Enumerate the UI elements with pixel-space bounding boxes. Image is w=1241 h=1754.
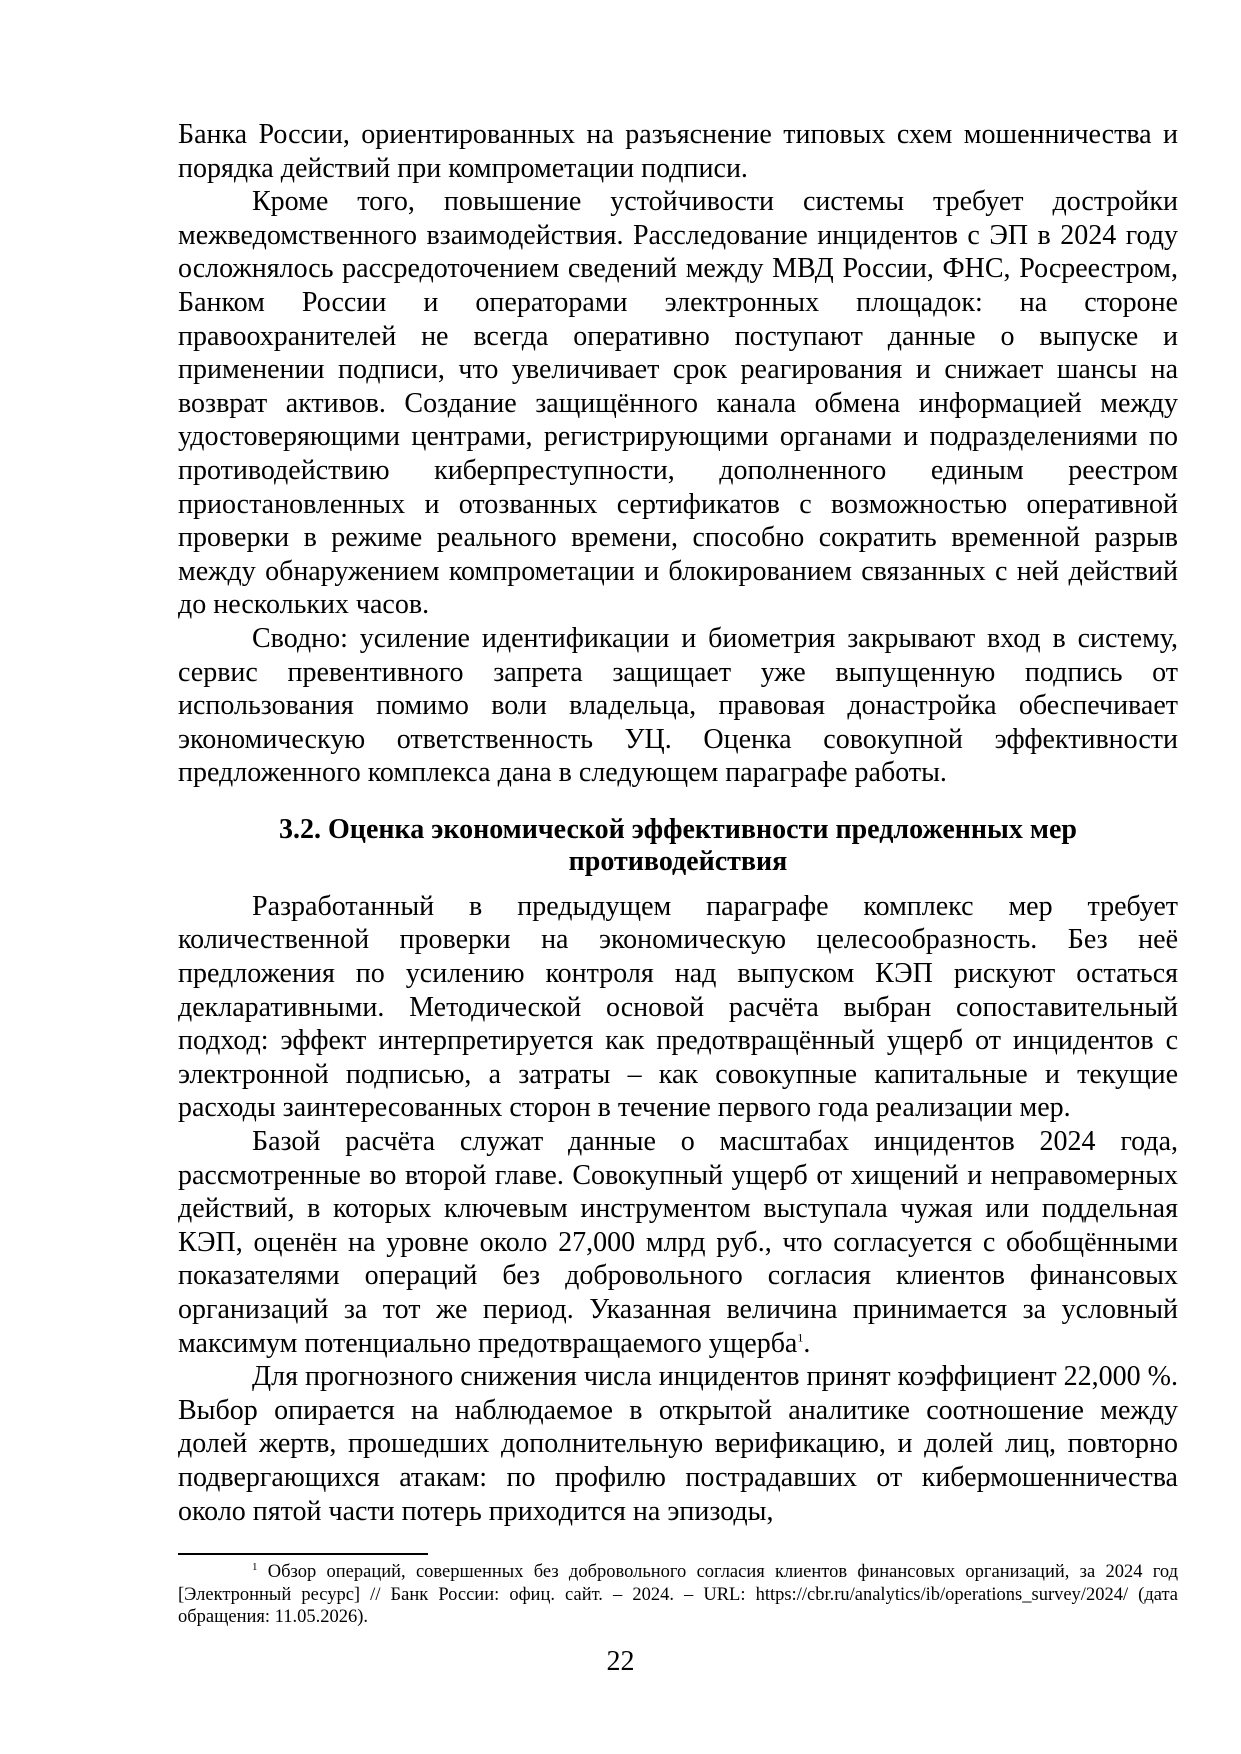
paragraph-base: [178, 1125, 1178, 1360]
footnote-1: [178, 1561, 1178, 1629]
paragraph-summary: Сводно: усиление идентификации и биометрия закрывают вход в систему, сервис превентивного запрета защищает уже выпущенную подпись от использования помимо воли владельца, правовая донастройка обеспечивает экономическую ответственность УЦ. Оценка совокупной эффективности предложенного комплекса дана в следующем параграфе работы.: [178, 622, 1178, 789]
footnote-reference[interactable]: 1: [797, 1330, 804, 1345]
spacer: [178, 790, 1178, 814]
footnote-area: [178, 1553, 1178, 1629]
footnote-number: 1: [252, 1560, 258, 1573]
paragraph-forecast: Для прогнозного снижения числа инцидентов принят коэффициент 22,000 %. Выбор опирается на наблюдаемое в открытой аналитике соотношение между долей жертв, прошедших дополнительную верификацию, и долей лиц, повторно подвергающихся атакам: по профилю пострадавших от кибермошенничества около пятой части потерь приходится на эпизоды,: [178, 1361, 1178, 1527]
section-heading: 3.2. Оценка экономической эффективности предложенных мер противодействия: [279, 813, 1077, 877]
page-number: 22: [606, 1646, 635, 1677]
paragraph-interagency: Кроме того, повышение устойчивости системы требует достройки межведомственного взаимодействия. Расследование инцидентов с ЭП в 2024 году осложнялось рассредоточением сведений между МВД России, ФНС, Росреестром, Банком России и операторами электронных площадок: на стороне правоохранителей не всегда оперативно поступают данные о выпуске и применении подписи, что увеличивает срок реагирования и снижает шансы на возврат активов. Создание защищённого канала обмена информацией между удостоверяющими центрами, регистрирующими органами и подразделениями по противодействию киберпреступности, дополненного единым реестром приостановленных и отозванных сертификатов с возможностью оперативной проверки в режиме реального времени, способно сократить временной разрыв между обнаружением компрометации и блокированием связанных с ней действий до нескольких часов.: [178, 186, 1178, 621]
spacer: [178, 878, 1178, 890]
paragraph-continuation: Банка России, ориентированных на разъяснение типовых схем мошенничества и порядка действий при компрометации подписи.: [178, 119, 1178, 184]
document-body: [178, 118, 1178, 1528]
paragraph-base-text: Базой расчёта служат данные о масштабах инцидентов 2024 года, рассмотренные во второй главе. Совокупный ущерб от хищений и неправомерных действий, в которых ключевым инструментом выступала чужая или поддельная КЭП, оценён на уровне около 27,000 млрд руб., что согласуется с обобщёнными показателями операций без добровольного согласия клиентов финансовых организаций за тот же период. Указанная величина принимается за условный максимум потенциально предотвращаемого ущерба: [178, 1126, 1178, 1359]
footnote-separator: [178, 1553, 428, 1555]
footnote-text: Обзор операций, совершенных без добровольного согласия клиентов финансовых организаций, за 2024 год [Электронный ресурс] // Банк России: офиц. сайт. – 2024. – URL: https://cbr.ru/analytics/ib/operations_survey/2024/ (дата обращения: 11.05.2026).: [178, 1562, 1178, 1627]
paragraph-base-end: .: [803, 1327, 811, 1359]
paragraph-method: Разработанный в предыдущем параграфе комплекс мер требует количественной проверки на экономическую целесообразность. Без неё предложения по усилению контроля над выпуском КЭП рискуют остаться декларативными. Методической основой расчёта выбран сопоставительный подход: эффект интерпретируется как предотвращённый ущерб от инцидентов с электронной подписью, а затраты – как совокупные капитальные и текущие расходы заинтересованных сторон в течение первого года реализации мер.: [178, 890, 1178, 1124]
